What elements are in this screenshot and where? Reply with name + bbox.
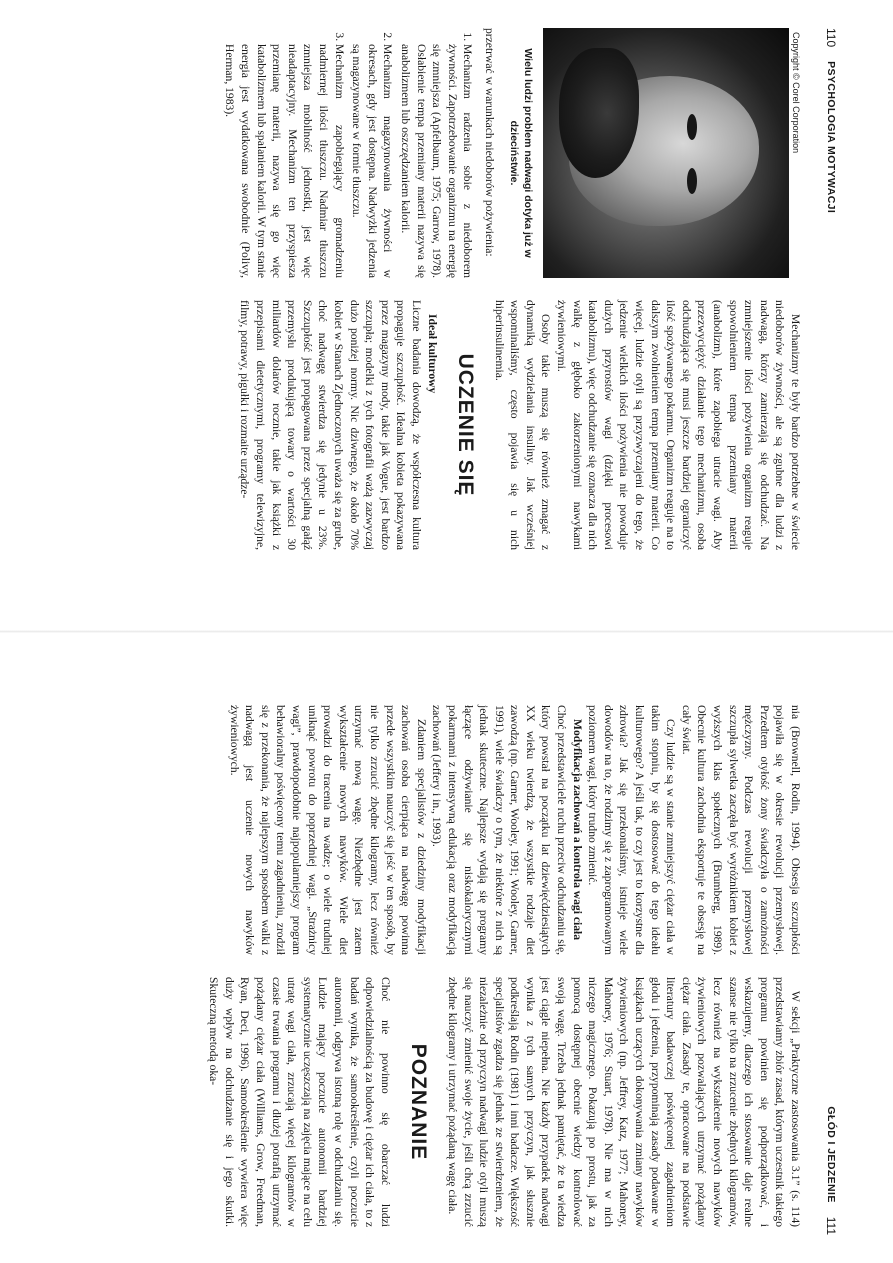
paragraph: Osoby takie muszą się również zmagać z dynamiką wydzielania insuliny. Jak wcześniej wspominaliśmy, często pojawia się u nich hiperinsulinemia.	[492, 300, 553, 550]
mechanism-list	[222, 28, 476, 278]
left-page	[0, 0, 893, 630]
list-item: 1. Mechanizm radzenia sobie z niedoborem żywności. Zapotrzebowanie organizmu na energię się zmniejsza (Apfelbaum, 1975; Garrow, 1978). Osłabienie tempa przemiany materii nazywa się anabolizmem lub oszczędzaniem kalorii.	[397, 44, 475, 278]
section-heading: POZNANIE	[407, 1043, 431, 1161]
child-eating-photo	[543, 28, 789, 278]
list-item: 2. Mechanizm magazynowania żywności w okresach, gdy jest dostępna. Nadwyżki jedzenia są magazynowane w formie tłuszczu.	[349, 44, 396, 278]
right-page	[0, 633, 893, 1263]
figure	[507, 28, 801, 278]
right-column-1	[226, 705, 803, 955]
paragraph: Liczne badania dowodzą, że współczesna kultura propaguje szczupłość. Idealna kobieta pokazywana przez magazyny mody, takie jak Vogue, jest bardzo szczupła; modelki z tych fotografii ważą zazwyczaj dużo poniżej normy. Nic dziwnego, że około 70% kobiet w Stanach Zjednoczonych uważa się za grube, choć nadwagę stwierdza się jedynie u 23%. Szczupłość jest propagowana przez specjalną gałąź przemysłu produkującą towary o wartości 30 miliardów dolarów rocznie, takie jak książki z przepisami dietetycznymi, programy telewizyjne, filmy, potrawy, pigułki i rozmaite urządze-	[238, 300, 423, 550]
subheading: Modyfikacja zachowań a kontrola wagi ciała	[570, 719, 584, 941]
running-head-title-right: GŁÓD I JEDZENIE	[825, 1106, 837, 1203]
running-head-title-left: PSYCHOLOGIA MOTYWACJI	[825, 61, 837, 214]
paragraph: Choć przedstawiciele ruchu przeciw odchudzaniu się, który powstał na początku lat dziewięćdziesiątych XX wieku twierdzą, że wszystkie rodzaje diet zawodzą (np. Garner, Wooley, 1991; Wooley, Garner, 1991), wiele świadczy o tym, że niektóre z nich są jednak skuteczne. Najlepsze wydają się programy łączące odżywianie się niskokalorycznymi pokarmami z intensywną edukacją oraz modyfikacją zachowań (Jeffery i in., 1993).	[430, 705, 569, 955]
paragraph: Czy ludzie są w stanie zmniejszyć ciężar ciała w takim stopniu, by się dostosować do tego ideału kulturowego? A jeśli tak, to czy jest to korzystne dla zdrowia? Jak się przekonaliśmy, istnieje wiele dowodów na to, że rodzimy się z zaprogramowanym poziomem wagi, który trudno zmienić.	[586, 705, 678, 955]
page-number-left: 110	[824, 28, 838, 48]
paragraph: W sekcji „Praktyczne zastosowania 3.1” (s. 114) przedstawiamy zbiór zasad, którym uczestnik takiego programu powinien się podporządkować, i wskazujemy, dlaczego ich stosowanie daje realne szanse nie tylko na zrzucenie zbędnych kilogramów, lecz również na wykształcenie nowych nawyków żywieniowych pozwalających utrzymać pożądany ciężar ciała. Zasady te, opracowane na podstawie literatury badawczej poświęconej zagadnieniom głodu i jedzenia, przypominają zasady podawane w książkach uczących dokonywania zmiany nawyków żywieniowych (np. Jeffrey, Katz, 1977; Mahoney, Mahoney, 1976; Stuart, 1978). Nie ma w nich niczego magicznego. Pokazują po prostu, jak za pomocą dostępnej obecnie wiedzy kontrolować swoją wagę. Trzeba jednak pamiętać, że ta wiedza jest ciągle niepełna. Nie każdy przypadek nadwagi wynika z tych samych przyczyn, jak słusznie podkreślają Rodin (1981) i inni badacze. Większość specjalistów zgadza się jednak ze stwierdzeniem, że niezależnie od przyczyn nadwagi ludzie otyli muszą się nauczyć zmienić swoje życie, jeśli chcą zrzucić zbędne kilogramy i utrzymać pożądaną wagę ciała.	[445, 977, 802, 1227]
subheading: Ideał kulturowy	[425, 314, 439, 394]
paragraph: Mechanizmy te były bardzo potrzebne w świecie niedoborów żywności, ale są zgubne dla ludzi z nadwagą, którzy zamierzają się odchudzać. Na zmniejszenie ilości pożywienia organizm reaguje spowolnieniem tempa przemiany materii (anabolizm), które zapobiega utracie wagi. Aby przezwyciężyć działanie tego mechanizmu, osoba odchudzająca się musi jeszcze bardziej ograniczyć ilość spożywanego pokarmu. Organizm reaguje na to dalszym zwolnieniem tempa przemiany materii. Co więcej, ludzie otyli są przyzwyczajeni do tego, że jedzenie wielkich ilości pożywienia nie powoduje dużych przyrostów wagi (dzięki procesowi katabolizmu), więc odchudzanie się oznacza dla nich walkę z głęboko zakorzenionymi nawykami żywieniowymi.	[555, 300, 802, 550]
running-head-right	[821, 1106, 841, 1235]
list-item: 3. Mechanizm zapobiegający gromadzeniu nadmiernej ilości tłuszczu. Nadmiar tłuszczu zmniejsza mobilność jednostki, jest więc nieadaptacyjny. Mechanizm ten przyspiesza przemianę materii, nazywa się go więc katabolizmem lub spalaniem kalorii. W tym stanie energia jest wydatkowana swobodnie (Polivy, Herman, 1983).	[222, 44, 347, 278]
paragraph: nia (Brownell, Rodin, 1994). Obsesja szczupłości pojawiła się w okresie rewolucji przemysłowej. Przedtem otyłość żony świadczyła o zamożności mężczyzny. Podczas rewolucji przemysłowej szczupła sylwetka zaczęła być wyróżnikiem kobiet z wyższych klas społecznych (Brumberg, 1989). Obecnie kultura zachodnia eksportuje te obsesję na cały świat.	[679, 705, 802, 955]
left-column-1	[220, 28, 803, 278]
figure-caption: Wielu ludzi problem nadwagi dotyka już w dzieciństwie.	[508, 48, 534, 258]
right-column-2	[206, 977, 803, 1227]
paragraph: Zdaniem specjalistów z dziedziny modyfikacji zachowań osoba cierpiąca na nadwagę powinna przede wszystkim nauczyć się jeść w ten sposób, by nie tylko zrzucić zbędne kilogramy, lecz również utrzymać nową wagę. Niezbędne jest zatem wykształcenie nowych nawyków. Wiele diet prowadzi do tracenia na wadze; o wiele trudniej uniknąć powrotu do poprzedniej wagi. „Strażnicy wagi”, prawdopodobnie najpopularniejszy program behawioralny poświęcony temu zagadnieniu, zrodził się z przekonania, że najlepszym sposobem walki z nadwagą jest uczenie nowych nawyków żywieniowych.	[227, 705, 428, 955]
paragraph: Choć nie powinno się obarczać ludzi odpowiedzialnością za budowę i ciężar ich ciała, to z badań wynika, że samookreślenie, czyli poczucie autonomii, odgrywa istotną rolę w odchudzaniu się. Ludzie mający poczucie autonomii bardziej systematycznie uczęszczają na zajęcia mające na celu utratę wagi ciała, zrzucają więcej kilogramów w czasie trwania programu i dłużej potrafią utrzymać pożądany ciężar ciała (Williams, Grow, Freedman, Ryan, Deci, 1996). Samookreślenie wywiera więc duży wpływ na odchudzanie się i jego skutki. Skuteczną metodą oka-	[207, 977, 392, 1227]
photo-credit: Copyright © Corel Corporation	[791, 32, 801, 154]
paragraph: przetrwać w warunkach niedoborów pożywienia:	[483, 28, 496, 257]
page-number-right: 111	[824, 1216, 838, 1235]
section-heading: UCZENIE SIĘ	[454, 353, 478, 497]
running-head-left	[821, 28, 841, 213]
left-column-2	[237, 300, 803, 550]
